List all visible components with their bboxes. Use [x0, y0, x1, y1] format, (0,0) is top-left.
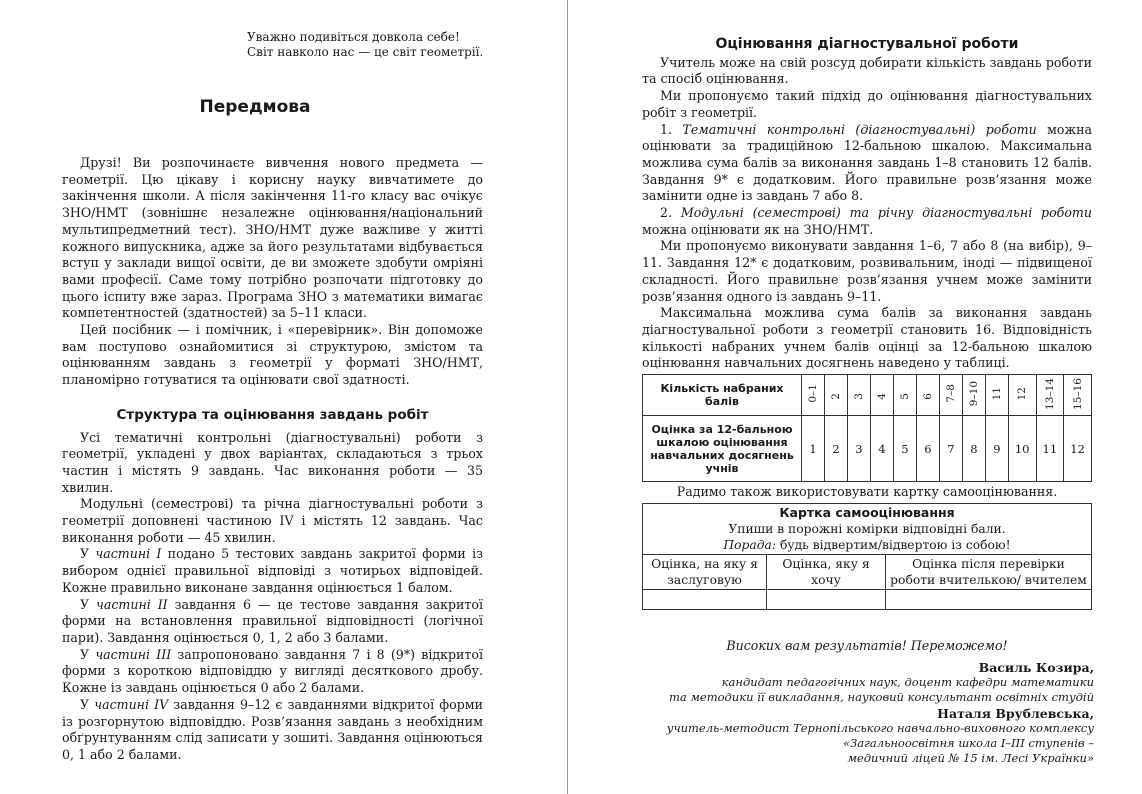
- card-header: [643, 504, 1092, 555]
- points-cell: 15–16: [1064, 375, 1092, 416]
- points-cell: 6: [916, 375, 939, 416]
- points-row-header: Кількість набраних балів: [643, 375, 802, 416]
- epigraph: [247, 30, 483, 60]
- grade-cell: 8: [962, 416, 985, 482]
- paragraph: У частині III запропоновано завдання 7 і 8 (9*) відкритої форми з короткою відповіддю у вигляді десяткового дробу. Кожне із завдань оцінюється 0 або 2 балами.: [62, 646, 484, 696]
- grade-cell: 5: [893, 416, 916, 482]
- grades-row: [643, 416, 1092, 482]
- points-cell: 3: [847, 375, 870, 416]
- page-divider: [567, 0, 568, 794]
- paragraph: Модульні (семестрові) та річна діагностувальні роботи з геометрії доповнені частиною IV і містять 12 завдань. Час виконання роботи — 45 хвилин.: [62, 496, 483, 545]
- paragraph: Ми пропонуємо такий підхід до оцінювання діагностувальних робіт з геометрії.: [642, 88, 1092, 120]
- points-cell: 9–10: [962, 375, 985, 416]
- grade-cell: 12: [1064, 416, 1092, 482]
- points-cell: 4: [870, 375, 893, 416]
- card-column-deserved: Оцінка, на яку я заслуговую: [643, 555, 767, 590]
- grade-cell: 9: [985, 416, 1008, 482]
- author-name: Василь Козира,: [978, 660, 1094, 675]
- self-assessment-caption: Радимо також використовувати картку самооцінювання.: [676, 484, 1058, 499]
- card-empty-cell[interactable]: [767, 590, 886, 610]
- assessment-text: [642, 36, 1092, 372]
- grade-cell: 1: [802, 416, 825, 482]
- paragraph: Цей посібник — і помічник, і «перевірник». Він допоможе вам поступово ознайомитися зі структурою, змістом та оцінюванням завдань з геометрії у форматі ЗНО/НМТ, планомірно готуватися та оцінювати свої здатності.: [62, 322, 483, 388]
- paragraph: У частині I подано 5 тестових завдань закритої форми із вибором однієї правильної відповіді з чотирьох відповідей. Кожне правильно виконане завдання оцінюється 1 балом.: [62, 546, 483, 595]
- preface-text: [62, 155, 483, 764]
- part-name: частині III: [95, 646, 172, 662]
- grade-cell: 6: [916, 416, 939, 482]
- grade-cell: 3: [847, 416, 870, 482]
- paragraph: Максимальна можлива сума балів за виконання завдань діагностувальної роботи з геометрії становить 16. Відповідність кількості набраних учнем балів оцінці за 12-бальною шкалою оцінювання навчальних досягнень наведено у таблиці.: [642, 305, 1092, 371]
- author-role: та методики її викладання, науковий консультант освітніх студій: [668, 690, 1094, 705]
- part-name: частині I: [95, 546, 162, 562]
- author-role: учитель-методист Тернопільського навчально-виховного комплексу: [666, 720, 1094, 735]
- epigraph-line: Світ навколо нас — це світ геометрії.: [247, 45, 484, 59]
- card-hint: Порада: будь відвертим/відвертою із собою!: [723, 538, 1011, 552]
- part-name: частині IV: [94, 696, 169, 712]
- grades-row-header: Оцінка за 12-бальною шкалою оцінювання навчальних досягнень учнів: [643, 416, 802, 482]
- section-title: Структура та оцінювання завдань робіт: [116, 406, 429, 423]
- points-cell: 12: [1008, 375, 1036, 416]
- card-empty-cell[interactable]: [886, 590, 1092, 610]
- author-role: медичний ліцей № 15 ім. Лесі Українки»: [847, 751, 1094, 766]
- paragraph: Учитель може на свій розсуд добирати кількість завдань роботи та спосіб оцінювання.: [642, 54, 1092, 87]
- grade-cell: 10: [1008, 416, 1036, 482]
- card-column-wanted: Оцінка, яку я хочу: [767, 555, 886, 590]
- signatures: [667, 660, 1094, 766]
- card-instruction: Упиши в порожні комірки відповідні бали.: [728, 522, 1006, 536]
- grade-cell: 2: [824, 416, 847, 482]
- points-cell: 2: [824, 375, 847, 416]
- page-title: Передмова: [199, 97, 311, 117]
- self-assessment-card: [642, 503, 1092, 610]
- paragraph: 2. Модульні (семестрові) та річну діагностувальні роботи можна оцінювати як на ЗНО/НМТ.: [642, 205, 1092, 237]
- part-name: частині II: [96, 596, 168, 612]
- paragraph: У частині IV завдання 9–12 є завданнями відкритої форми із розгорнутою відповіддю. Розв’язання завдань з необхідним обґрунтуванням слід записати у зошиті. Завдання оцінюються 0, 1 або 2 балами.: [62, 696, 483, 762]
- grade-cell: 4: [870, 416, 893, 482]
- card-title: Картка самооцінювання: [779, 505, 955, 520]
- left-page: [0, 0, 568, 794]
- points-cell: 11: [985, 375, 1008, 416]
- paragraph: Усі тематичні контрольні (діагностувальні) роботи з геометрії, укладені у двох варіантах, складаються з трьох частин і містять 9 завдань. Час виконання роботи — 35 хвилин.: [62, 429, 483, 495]
- points-cell: 5: [893, 375, 916, 416]
- right-page: [570, 0, 1142, 794]
- grade-cell: 11: [1036, 416, 1064, 482]
- points-cell: 13–14: [1036, 375, 1064, 416]
- epigraph-line: Уважно подивіться довкола себе!: [247, 30, 460, 44]
- card-column-teacher: Оцінка після перевірки роботи вчителькою/ вчителем: [886, 555, 1092, 590]
- author-name: Наталя Врублевська,: [937, 705, 1094, 721]
- paragraph: 1. Тематичні контрольні (діагностувальні) роботи можна оцінювати за традиційною 12-бальною шкалою. Максимальна можлива сума балів за виконання завдань 1–8 становить 12 балів. Завдання 9* є додатковим. Його правильне розв’язання може замінити одне із завдань 7 або 8.: [642, 121, 1092, 204]
- grade-cell: 7: [939, 416, 962, 482]
- points-row: [643, 375, 1092, 416]
- points-cell: 0–1: [802, 375, 825, 416]
- paragraph: Друзі! Ви розпочинаєте вивчення нового предмета — геометрії. Цю цікаву і корисну науку вивчатимете до закінчення школи. А після закінчення 11-го класу вас очікує ЗНО/НМТ (зовнішнє незалежне оцінювання/національний мультипредметний тест). ЗНО/НМТ дуже важливе у житті кожного випускника, адже за його результатами відбувається вступ у заклади вищої освіти, де ви зможете здобути омріяні вами професії. Саме тому потрібно розпочати підготовку до цього іспиту вже зараз. Програма ЗНО з математики вимагає компетентностей (здатностей) за 5–11 класи.: [62, 155, 483, 321]
- paragraph: У частині II завдання 6 — це тестове завдання закритої форми на встановлення правильної відповідності (логічної пари). Завдання оцінюється 0, 1, 2 або 3 балами.: [62, 596, 483, 645]
- paragraph: Ми пропонуємо виконувати завдання 1–6, 7 або 8 (на вибір), 9–11. Завдання 12* є додатковим, розвивальним, іноді — підвищеної складності. Його правильне розв’язання учнем може замінити розв’язання одного із завдань 9–11.: [642, 238, 1092, 304]
- author-role: кандидат педагогічних наук, доцент кафедри математики: [721, 675, 1094, 690]
- closing-wish: Високих вам результатів! Переможемо!: [726, 638, 1008, 653]
- points-cell: 7–8: [939, 375, 962, 416]
- grade-conversion-table: [642, 374, 1092, 482]
- card-empty-cell[interactable]: [643, 590, 767, 610]
- author-role: «Загальноосвітня школа І–ІІІ ступенів –: [843, 736, 1094, 751]
- section-title: Оцінювання діагностувальної роботи: [715, 36, 1019, 52]
